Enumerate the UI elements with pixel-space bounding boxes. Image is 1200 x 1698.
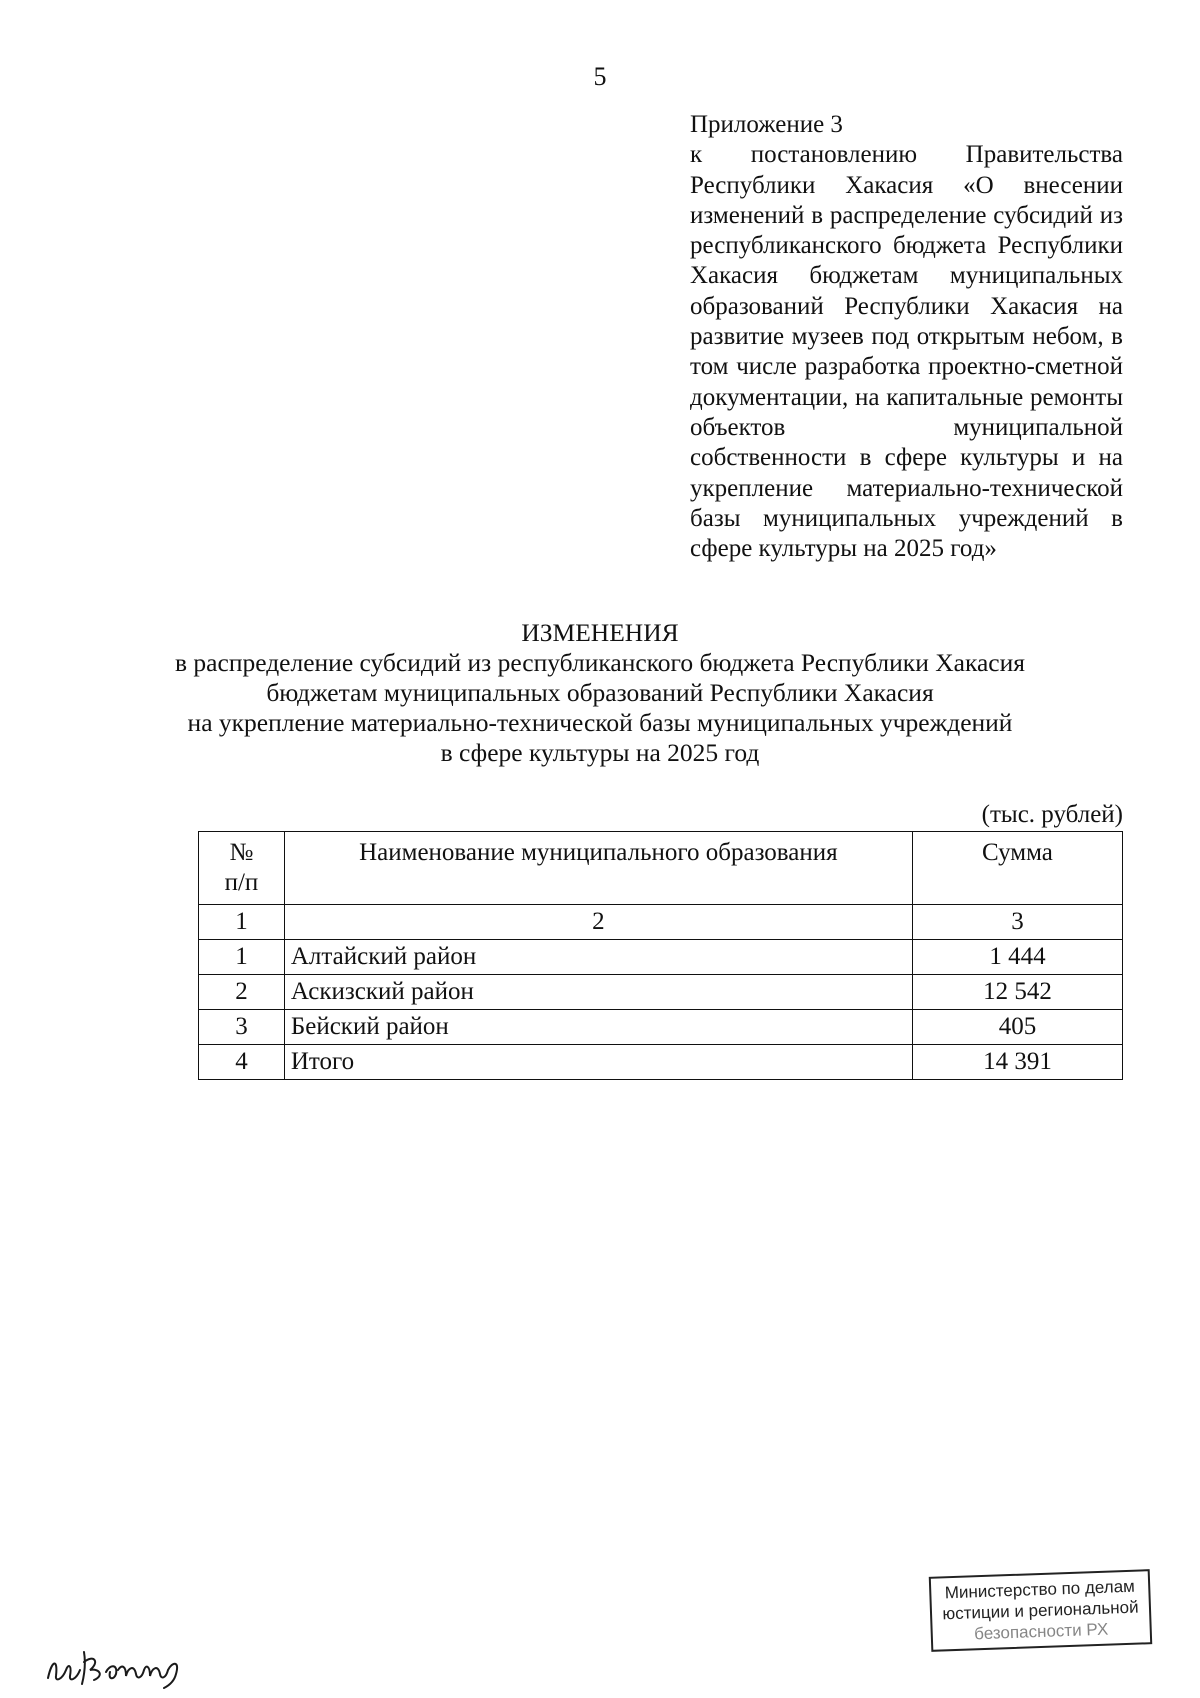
row-number: 3: [199, 1010, 285, 1045]
row-name: Алтайский район: [284, 940, 912, 975]
handwritten-signature: [40, 1640, 230, 1690]
row-sum: 14 391: [912, 1045, 1122, 1080]
units-label: (тыс. рублей): [981, 801, 1123, 828]
distribution-table: [198, 831, 1123, 1080]
stamp-line-3: безопасности РХ: [973, 1619, 1109, 1644]
stamp-line-1: Министерство по делам: [944, 1576, 1136, 1603]
table-row: [199, 1010, 1123, 1045]
title-heading: ИЗМЕНЕНИЯ: [521, 618, 679, 647]
page-number: 5: [593, 62, 607, 91]
column-number-1: 1: [199, 905, 285, 940]
title-line-1: в распределение субсидий из республиканского бюджета Республики Хакасия: [175, 648, 1025, 677]
table-header-row: [199, 832, 1123, 905]
row-number: 1: [199, 940, 285, 975]
table-row: [199, 940, 1123, 975]
appendix-label: Приложение 3: [690, 111, 843, 138]
stamp-line-2: юстиции и региональной: [942, 1597, 1139, 1624]
header-number-line2: п/п: [224, 869, 259, 896]
column-number-3: 3: [912, 905, 1122, 940]
table-row: [199, 975, 1123, 1010]
header-number-line1: №: [229, 839, 254, 866]
row-name: Аскизский район: [284, 975, 912, 1010]
title-line-3: на укрепление материально-технической базы муниципальных учреждений: [187, 708, 1013, 737]
row-name: Бейский район: [284, 1010, 912, 1045]
table-row-total: [199, 1045, 1123, 1080]
row-sum: 1 444: [912, 940, 1122, 975]
row-name: Итого: [284, 1045, 912, 1080]
appendix-block: [690, 110, 1123, 564]
appendix-text: к постановлению Правительства Республики Хакасия «О внесении изменений в распределение субсидий из республиканского бюджета Республики Хакасия бюджетам муниципальных образований Республики Хакасия на развитие музеев под открытым небом, в том числе разработка проектно-сметной документации, на капитальные ремонты объектов муниципальной собственности в сфере культуры и на укрепление материально-технической базы муниципальных учреждений в сфере культуры на 2025 год»: [690, 141, 1123, 563]
document-title: [0, 618, 1200, 768]
title-line-4: в сфере культуры на 2025 год: [440, 738, 760, 767]
header-number: [199, 832, 285, 905]
row-number: 4: [199, 1045, 285, 1080]
column-number-row: [199, 905, 1123, 940]
row-sum: 405: [912, 1010, 1122, 1045]
ministry-stamp: [929, 1569, 1152, 1652]
column-number-2: 2: [284, 905, 912, 940]
header-sum: Сумма: [912, 832, 1122, 905]
row-sum: 12 542: [912, 975, 1122, 1010]
header-name: Наименование муниципального образования: [284, 832, 912, 905]
row-number: 2: [199, 975, 285, 1010]
title-line-2: бюджетам муниципальных образований Республики Хакасия: [266, 678, 934, 707]
